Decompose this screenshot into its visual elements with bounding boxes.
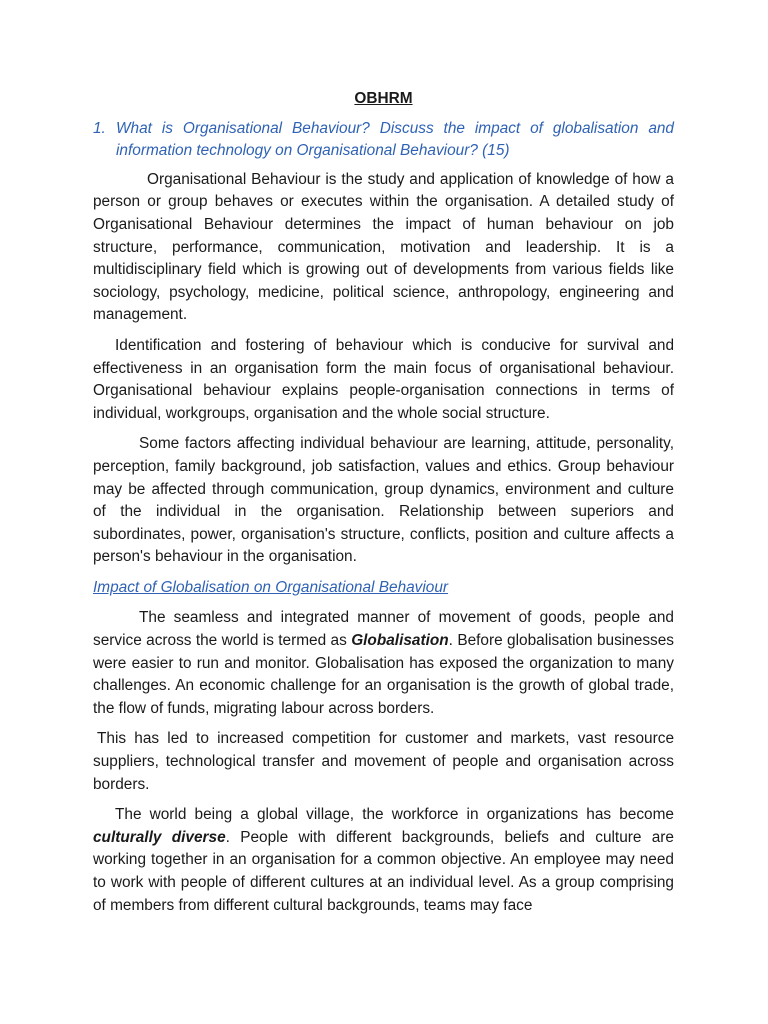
paragraph-definition: Organisational Behaviour is the study and application of knowledge of how a person or group behaves or executes within the organisation. A detailed study of Organisational Behaviour determines the impact of human behaviour on job structure, performance, communication, motivation and leadership. It is a multidisciplinary field which is growing out of developments from various fields like sociology, psychology, medicine, political science, anthropology, engineering and management.	[93, 170, 674, 324]
question-text: What is Organisational Behaviour? Discuss the impact of globalisation and information technology on Organisational Behaviour? (15)	[116, 119, 674, 160]
paragraph-competition: This has led to increased competition for customer and markets, vast resource suppliers, technological transfer and movement of people and organisation across borders.	[93, 730, 674, 793]
question-heading	[93, 118, 674, 163]
document-body	[93, 88, 674, 925]
globalisation-text-after: . Before globalisation businesses were easier to run and monitor. Globalisation has exposed the organization to many challenges. An economic challenge for an organisation is the growth of global trade, the flow of funds, migrating labour across borders.	[93, 632, 674, 717]
diversity-text-before: The world being a global village, the workforce in organizations has become	[115, 806, 674, 824]
document-title: OBHRM	[354, 90, 413, 107]
paragraph-factors: Some factors affecting individual behaviour are learning, attitude, personality, perception, family background, job satisfaction, values and ethics. Group behaviour may be affected through communication, group dynamics, environment and culture of the individual in the organisation. Relationship between superiors and subordinates, power, organisation's structure, conflicts, position and culture affects a person's behaviour in the organisation.	[93, 435, 674, 566]
diversity-emphasis: culturally diverse	[93, 828, 226, 846]
paragraph-diversity	[93, 804, 674, 917]
paragraph-focus: Identification and fostering of behaviour which is conducive for survival and effectiveness in an organisation form the main focus of organisational behaviour. Organisational behaviour explains people-organisation connections in terms of individual, workgroups, organisation and the whole social structure.	[93, 336, 674, 422]
globalisation-emphasis: Globalisation	[351, 632, 449, 650]
question-number: 1.	[93, 119, 106, 137]
paragraph-globalisation	[93, 607, 674, 720]
section-heading-globalisation: Impact of Globalisation on Organisational Behaviour	[93, 578, 449, 596]
globalisation-text-before: The seamless and integrated manner of movement of goods, people and service across the world is termed as	[93, 609, 674, 650]
diversity-text-after: . People with different backgrounds, beliefs and culture are working together in an organisation for a common objective. An employee may need to work with people of different cultures at an individual level. As a group comprising of members from different cultural backgrounds, teams may face	[93, 828, 674, 914]
